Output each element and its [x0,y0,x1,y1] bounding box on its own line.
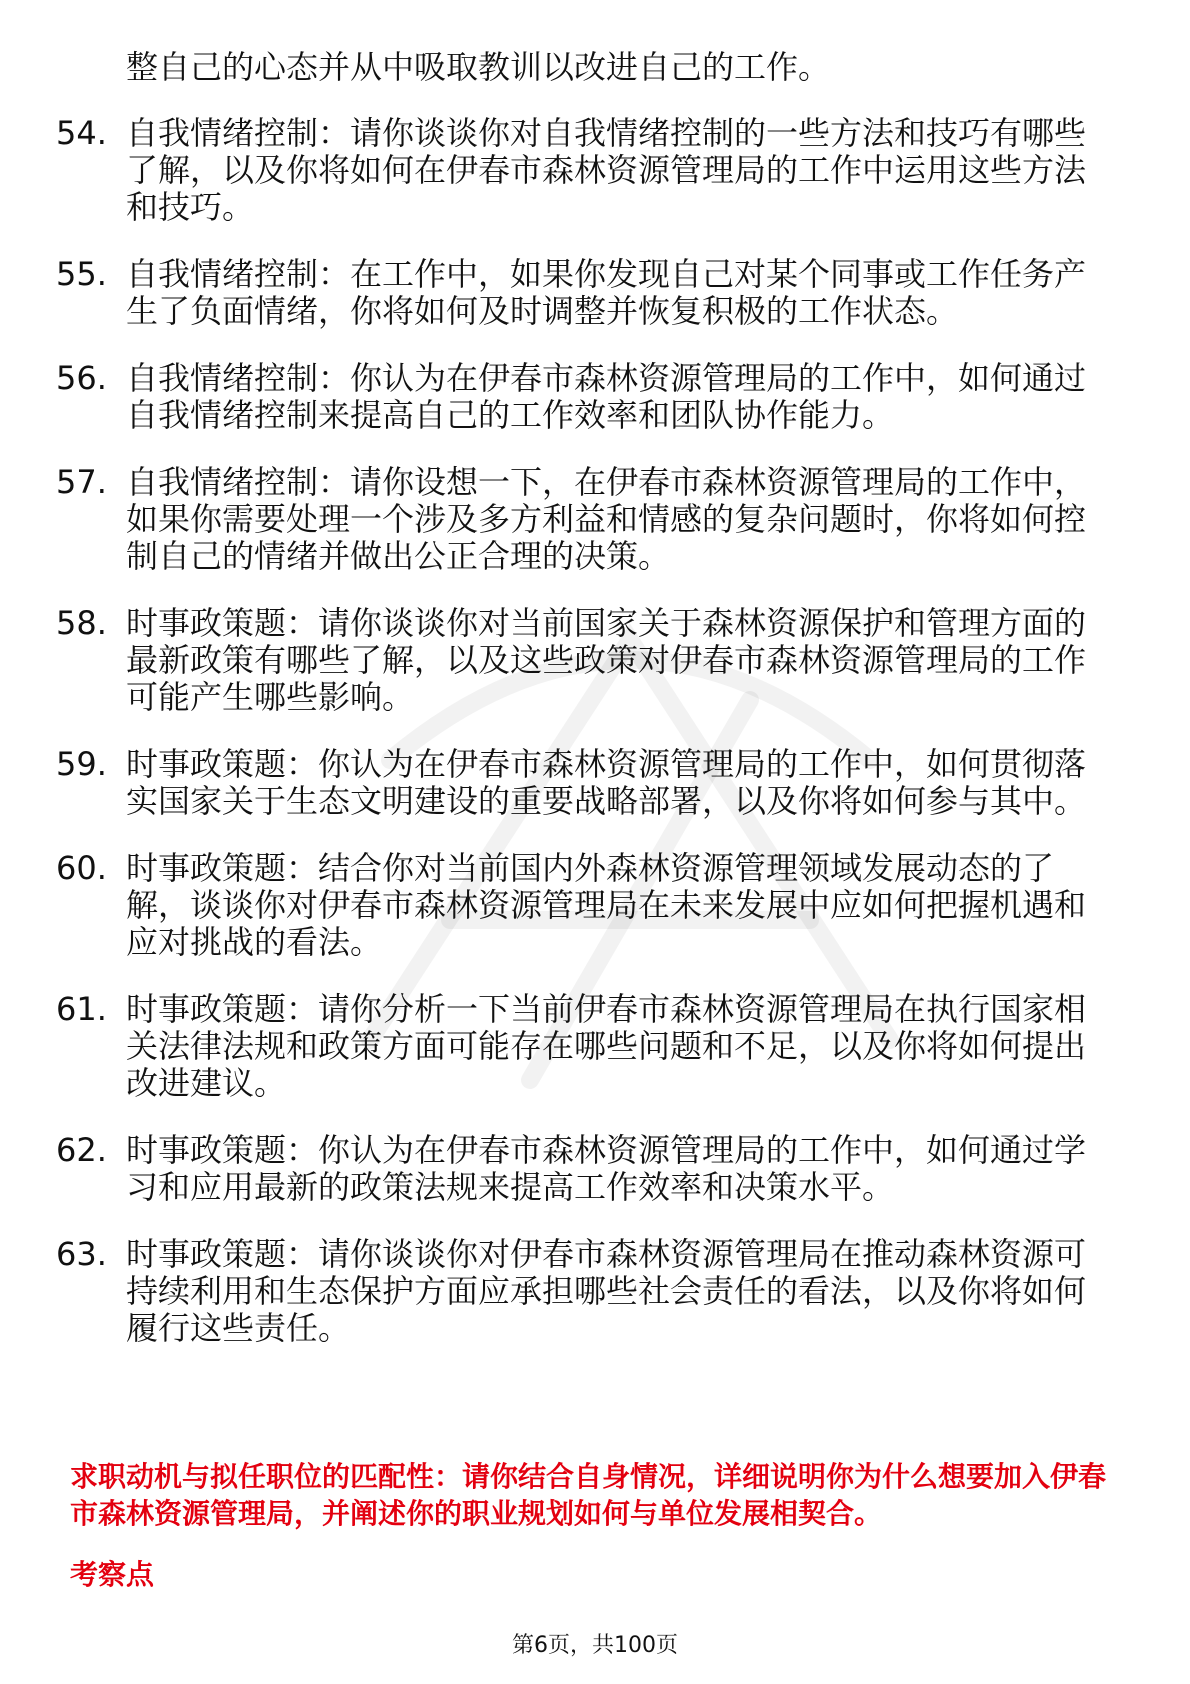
question-number: 61. [56,990,107,1028]
question-number: 60. [56,849,107,887]
question-number: 62. [56,1131,107,1169]
question-text: 自我情绪控制：请你设想一下，在伊春市森林资源管理局的工作中，如果你需要处理一个涉及多方利益和情感的复杂问题时，你将如何控制自己的情绪并做出公正合理的决策。 [126,463,1087,575]
question-text: 自我情绪控制：请你谈谈你对自我情绪控制的一些方法和技巧有哪些了解，以及你将如何在伊春市森林资源管理局的工作中运用这些方法和技巧。 [126,114,1087,226]
question-text: 自我情绪控制：在工作中，如果你发现自己对某个同事或工作任务产生了负面情绪，你将如何及时调整并恢复积极的工作状态。 [126,255,1087,330]
question-number: 56. [56,359,107,397]
question-item [56,360,1116,434]
question-number: 59. [56,745,107,783]
question-number: 58. [56,604,107,642]
continuation-text: 整自己的心态并从中吸取教训以改进自己的工作。 [126,48,831,86]
question-number: 57. [56,463,107,501]
question-text: 时事政策题：请你分析一下当前伊春市森林资源管理局在执行国家相关法律法规和政策方面可能存在哪些问题和不足，以及你将如何提出改进建议。 [126,990,1087,1102]
question-text: 时事政策题：你认为在伊春市森林资源管理局的工作中，如何贯彻落实国家关于生态文明建设的重要战略部署，以及你将如何参与其中。 [126,745,1087,820]
question-number: 54. [56,114,107,152]
question-item [56,464,1116,575]
question-item [56,850,1116,961]
highlight-question: 求职动机与拟任职位的匹配性：请你结合自身情况，详细说明你为什么想要加入伊春市森林资源管理局，并阐述你的职业规划如何与单位发展相契合。 [70,1460,1107,1530]
question-text: 时事政策题：你认为在伊春市森林资源管理局的工作中，如何通过学习和应用最新的政策法规来提高工作效率和决策水平。 [126,1131,1087,1206]
question-text: 时事政策题：请你谈谈你对伊春市森林资源管理局在推动森林资源可持续利用和生态保护方面应承担哪些社会责任的看法，以及你将如何履行这些责任。 [126,1235,1087,1347]
question-number: 63. [56,1235,107,1273]
question-item [56,256,1116,330]
question-item [56,991,1116,1102]
question-item [56,1236,1116,1347]
section-heading: 考察点 [70,1558,155,1591]
question-item [56,1132,1116,1206]
page-footer: 第6页，共100页 [512,1633,678,1658]
question-text: 自我情绪控制：你认为在伊春市森林资源管理局的工作中，如何通过自我情绪控制来提高自己的工作效率和团队协作能力。 [126,359,1087,434]
question-text: 时事政策题：请你谈谈你对当前国家关于森林资源保护和管理方面的最新政策有哪些了解，以及这些政策对伊春市森林资源管理局的工作可能产生哪些影响。 [126,604,1087,716]
question-list [56,115,1116,1377]
question-item [56,115,1116,226]
question-item [56,605,1116,716]
question-number: 55. [56,255,107,293]
question-text: 时事政策题：结合你对当前国内外森林资源管理领域发展动态的了解，谈谈你对伊春市森林资源管理局在未来发展中应如何把握机遇和应对挑战的看法。 [126,849,1087,961]
question-item [56,746,1116,820]
